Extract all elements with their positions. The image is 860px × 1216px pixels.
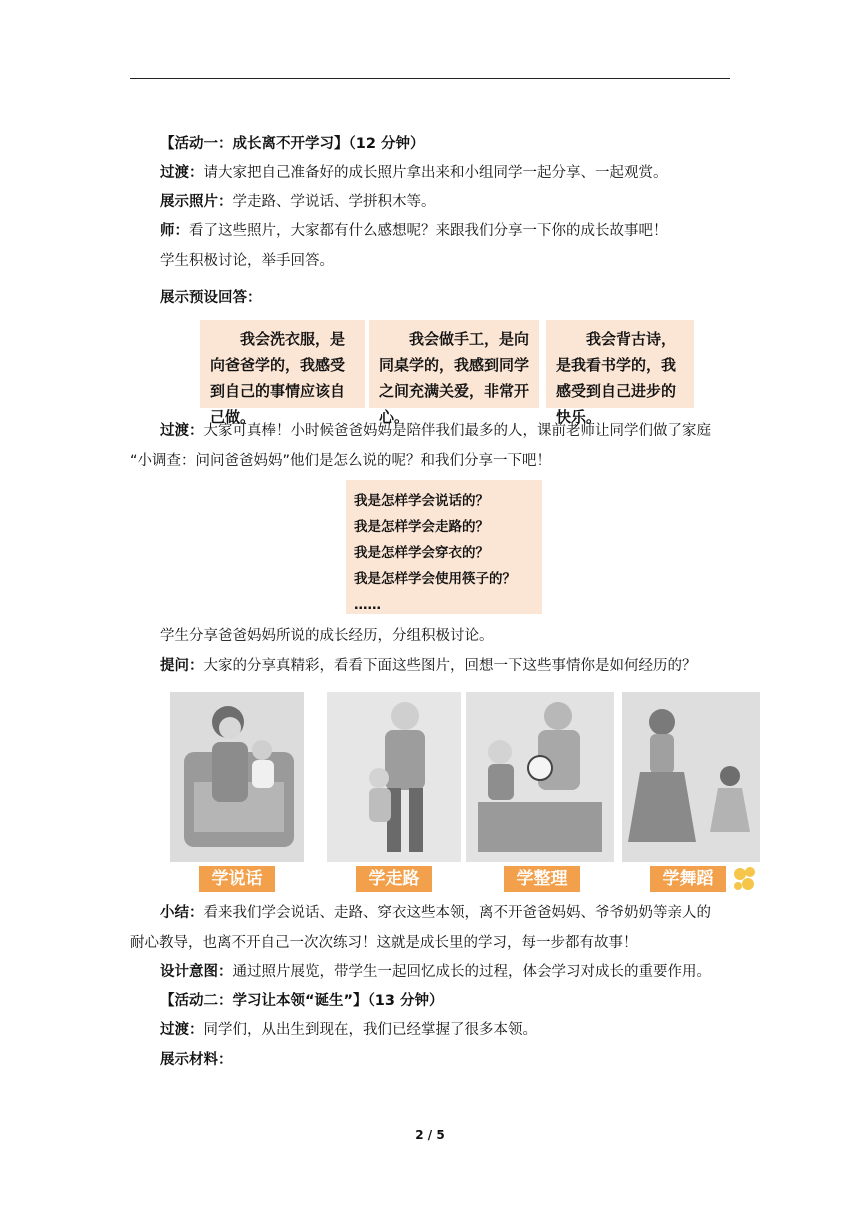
question-item: …… [354,597,381,613]
answer-card-3: 我会背古诗，是我看书学的，我感受到自己进步的快乐。 [546,320,694,408]
photo-tag-4: 学舞蹈 [650,866,726,892]
activity2-material-label: 展示材料： [160,1052,233,1068]
page-number: 2 / 5 [415,1128,445,1142]
photo-learn-talking [170,692,304,862]
activity2-transition: 过渡：同学们，从出生到现在，我们已经掌握了很多本领。 [160,1022,537,1038]
question-item: 我是怎样学会走路的？ [354,519,489,535]
photo-tag-3: 学整理 [504,866,580,892]
photo-learn-walking [327,692,461,862]
question-box [346,480,542,614]
photo-learn-dancing [622,692,760,862]
photo-tag-1: 学说话 [199,866,275,892]
activity1-show-photo: 展示照片：学走路、学说话、学拼积木等。 [160,194,436,210]
question-item: 我是怎样学会说话的？ [354,493,489,509]
activity1-summary-line2: 耐心教导，也离不开自己一次次练习！这就是成长里的学习，每一步都有故事！ [130,935,638,951]
activity1-teacher: 师：看了这些照片，大家都有什么感想呢？来跟我们分享一下你的成长故事吧！ [160,223,668,239]
question-item: 我是怎样学会使用筷子的？ [354,571,516,587]
activity1-share: 学生分享爸爸妈妈所说的成长经历，分组积极讨论。 [160,628,494,644]
header-rule [130,78,730,79]
activity1-preset-label: 展示预设回答： [160,290,262,306]
activity1-transition2-line1: 过渡：大家可真棒！小时候爸爸妈妈是陪伴我们最多的人，课前老师让同学们做了家庭 [160,423,711,439]
activity1-title: 【活动一：成长离不开学习】（12 分钟） [160,136,425,152]
answer-card-2: 我会做手工，是向同桌学的，我感到同学之间充满关爱，非常开心。 [369,320,539,408]
activity1-transition2-line2: “小调查：问问爸爸妈妈”他们是怎么说的呢？和我们分享一下吧！ [130,453,552,469]
flower-decoration-icon [730,862,760,892]
question-item: 我是怎样学会穿衣的？ [354,545,489,561]
activity2-title: 【活动二：学习让本领“诞生”】（13 分钟） [160,993,444,1009]
activity1-summary-line1: 小结：看来我们学会说话、走路、穿衣这些本领，离不开爸爸妈妈、爷爷奶奶等亲人的 [160,905,711,921]
photo-learn-tidying [466,692,614,862]
activity1-design-intent: 设计意图：通过照片展览，带学生一起回忆成长的过程，体会学习对成长的重要作用。 [160,964,711,980]
activity1-ask: 提问：大家的分享真精彩，看看下面这些图片，回想一下这些事情你是如何经历的？ [160,658,697,674]
activity1-transition: 过渡：请大家把自己准备好的成长照片拿出来和小组同学一起分享、一起观赏。 [160,165,668,181]
photo-tag-2: 学走路 [356,866,432,892]
activity1-students: 学生积极讨论，举手回答。 [160,253,334,269]
answer-card-1: 我会洗衣服，是向爸爸学的，我感受到自己的事情应该自己做。 [200,320,365,408]
